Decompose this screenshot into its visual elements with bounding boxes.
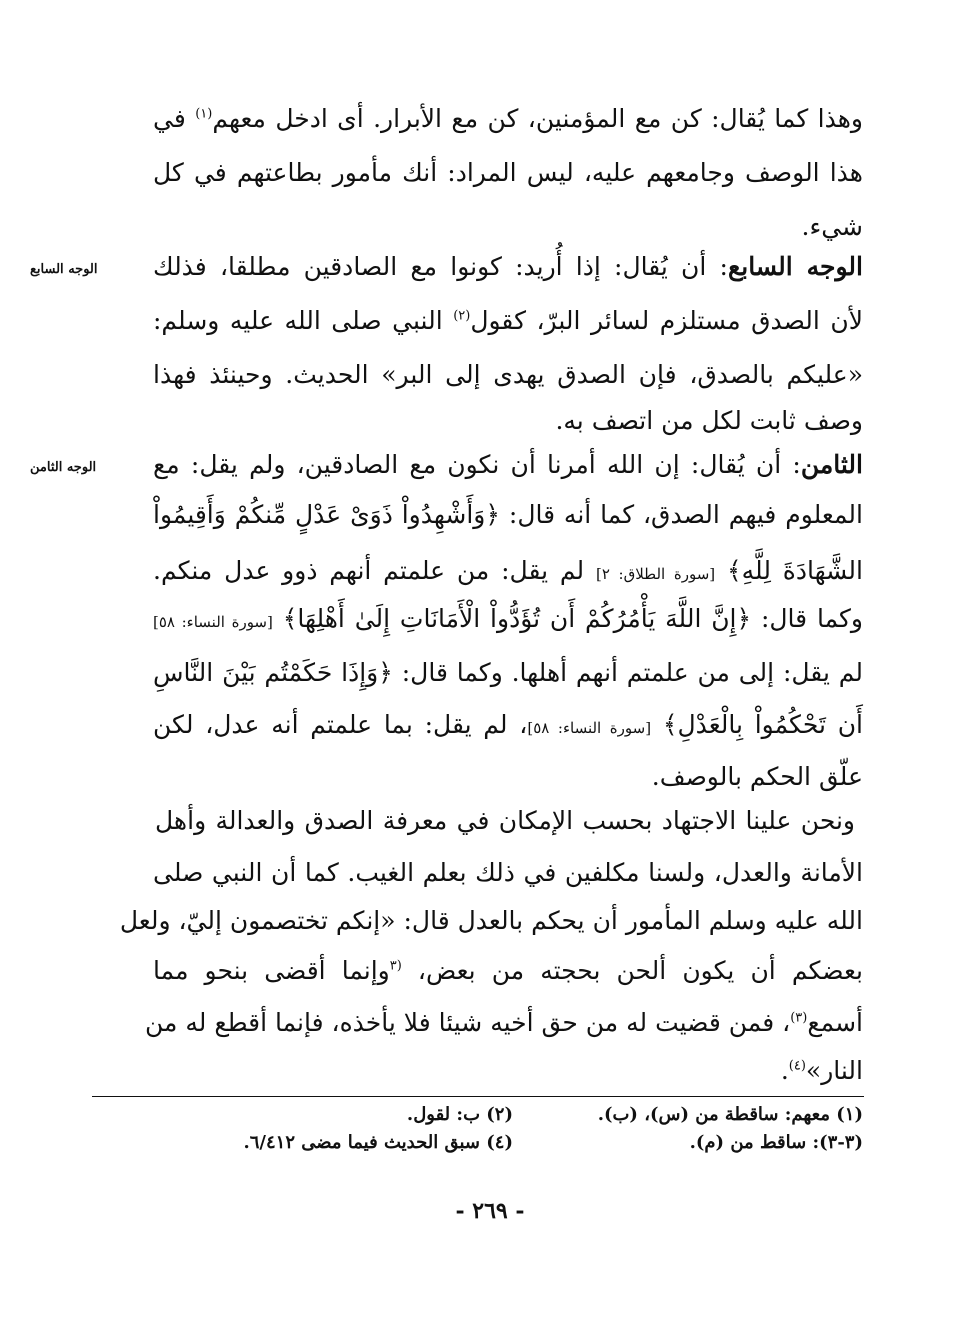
text-line-20: النار»$^{(٤)}$.: [780, 1056, 863, 1085]
text-line-4: الوجه السابع: أن يُقال: إذا أُريد: كونوا مع الصادقين مطلقا، فذلك: [153, 252, 863, 281]
text-line-17: الله عليه وسلم المأمور أن يحكم بالعدل قال: «إنكم تختصمون إليّ، ولعل: [119, 906, 863, 935]
page-number: - ٢٦٩ -: [455, 1198, 525, 1224]
text-line-6: «عليكم بالصدق، فإن الصدق يهدى إلى البر» الحديث. وحينئذ فهذا: [153, 360, 863, 389]
footnote-divider: [92, 1096, 864, 1097]
margin-note-eighth: الوجه الثامن: [30, 460, 97, 475]
footnote-3: (٣-٣): ساقط من (م).: [689, 1132, 863, 1153]
text-line-8: الثامن: أن يُقال: إن الله أمرنا أن نكون مع الصادقين، ولم يقل: مع: [153, 450, 863, 479]
surah-citation: [سورة النساء: ٥٨]: [153, 613, 273, 631]
text-line-12: لم يقل: إلى من علمتم أنهم أهلها. وكما قال: ﴿وَإِذَا حَكَمْتُم بَيْنَ النَّاسِ: [153, 658, 863, 687]
surah-citation: [سورة النساء: ٥٨]: [527, 719, 652, 737]
text-line-15: ونحن علينا الاجتهاد بحسب الإمكان في معرفة الصدق والعدالة وأهل: [155, 806, 855, 835]
footnote-4: (٤) سبق الحديث فيما مضى ٦/٤١٢.: [243, 1132, 513, 1153]
section-heading-seventh: الوجه السابع: [727, 252, 863, 281]
text-line-16: الأمانة والعدل، ولسنا مكلفين في ذلك بعلم الغيب. كما أن النبي صلى: [153, 858, 863, 887]
text-line-18: بعضكم أن يكون ألحن بحجته من بعض، $^{(٣}$وإنما أقضى بنحو مما: [153, 956, 863, 985]
text-line-10: الشَّهَادَةَ لِلَّهِ﴾ [سورة الطلاق: ٢] لم يقل: من علمتم أنهم ذوو عدل منكم.: [153, 556, 863, 585]
text-line-14: علّق الحكم بالوصف.: [651, 762, 863, 791]
text-line-1: وهذا كما يُقال: كن مع المؤمنين، كن مع الأبرار. أى ادخل معهم$^{(١)}$ في: [153, 104, 863, 133]
text-line-13: أَن تَحْكُمُواْ بِالْعَدْلِ﴾ [سورة النساء: ٥٨]، لم يقل: بما علمتم أنه عدل، لكن: [153, 710, 863, 739]
text-line-19: أسمع$^{(٣)}$، فمن قضيت له من حق أخيه شيئا فلا يأخذه، فإنما أقطع له من: [144, 1008, 863, 1037]
text-line-3: شيء.: [801, 212, 863, 241]
margin-note-seventh: الوجه السابع: [30, 262, 98, 277]
footnote-1: (١) معهم: ساقطة من (س)، (ب).: [597, 1104, 863, 1125]
footnote-2: (٢) ب: لقول.: [406, 1104, 513, 1125]
text-line-5: لأن الصدق مستلزم لسائر البرّ، كقول$^{(٢)}$ النبي صلى الله عليه وسلم:: [153, 306, 864, 335]
text-line-2: هذا الوصف وجامعهم عليه، ليس المراد: أنك مأمور بطاعتهم في كل: [153, 158, 863, 187]
text-line-9: المعلوم فيهم الصدق، كما أنه قال: ﴿وَأَشْهِدُواْ ذَوَىْ عَدْلٍ مِّنكُمْ وَأَقِيمُواْ: [153, 500, 863, 529]
text-line-11: وكما قال: ﴿إِنَّ اللَّهَ يَأْمُرُكُمْ أَن تُؤَدُّواْ الْأَمَانَاتِ إِلَىٰ أَهْلِهَا﴾ [سورة النساء: ٥٨]: [153, 604, 863, 633]
surah-citation: [سورة الطلاق: ٢]: [595, 565, 716, 583]
section-heading-eighth: الثامن: [800, 450, 863, 479]
text-line-7: وصف ثابت لكل من اتصف به.: [555, 406, 863, 435]
